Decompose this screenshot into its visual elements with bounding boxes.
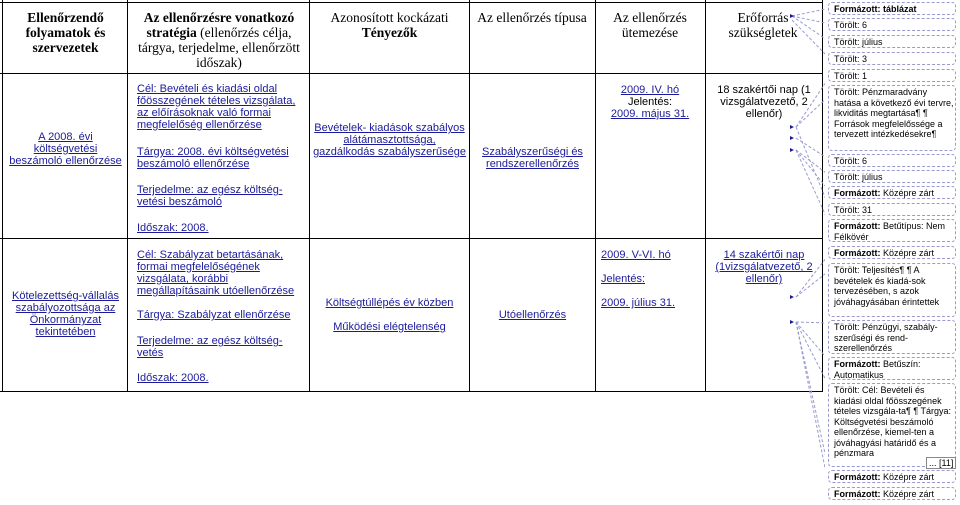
row2-process: Kötelezettség-vállalás szabályozottsága az Önkormányzat tekintetében [11,290,119,338]
row1-period: Időszak: 2008. [137,222,209,234]
row1-subject: Tárgya: 2008. évi költségvetési beszámoló ellenőrzése [137,146,289,170]
row2-goal: Cél: Szabályzat betartásának, formai megfelelőségének vizsgálata, korábbi megállapításaink utóellenőrzése [137,249,295,297]
comment-balloon[interactable]: Formázott: táblázat [834,4,917,14]
row2-scope: Terjedelme: az egész költség-vetés [137,335,283,359]
comment-balloon[interactable]: Törölt: 3 [834,54,868,64]
row1-goal: Cél: Bevételi és kiadási oldal főösszegének tételes vizsgálata, az előírásoknak való formai megfelelőség ellenőrzése [137,83,296,131]
comment-balloon[interactable]: Törölt: július [834,172,883,182]
comment-balloon[interactable]: Formázott: Középre zárt [834,489,935,499]
comment-balloon[interactable]: Törölt: július [834,37,883,47]
comment-balloon[interactable]: Formázott: Betűszín: Automatikus [834,359,921,380]
header-resources: Erőforrás szükségletek [728,10,798,40]
comment-balloon[interactable]: Törölt: Teljesítés¶ ¶ A bevételek és kiadá-sok tervezésében, s azok jóváhagyásában érintettek [834,265,940,307]
comment-balloon[interactable]: Törölt: 31 [834,205,873,215]
row1-scope: Terjedelme: az egész költség-vetési beszámoló [137,184,283,208]
comment-balloon[interactable]: Törölt: 1 [834,71,868,81]
row1-process: A 2008. évi költségvetési beszámoló ellenőrzése [9,131,122,167]
row2-audit-type: Utóellenőrzés [498,309,567,321]
comment-balloon[interactable]: Formázott: Középre zárt [834,472,935,482]
comment-balloon[interactable]: Formázott: Középre zárt [834,248,935,258]
comment-balloon[interactable]: Törölt: Cél: Bevételi és kiadási oldal főösszegének tételes vizsgála-ta¶ ¶ Tárgya: Költségvetési beszámoló ellenőrzése, kiemel-ten a jóváhagyási határidő és a pénzmara [834,385,952,458]
header-strategy: Az ellenőrzésre vonatkozó stratégia (ellenőrzés célja, tárgya, terjedelme, ellenőrzött időszak) [138,10,300,70]
comment-balloon[interactable]: Törölt: 6 [834,156,868,166]
row2-risk-2: Működési elégtelenség [333,321,446,333]
row2-subject: Tárgya: Szabályzat ellenőrzése [137,309,291,321]
comment-balloon[interactable]: Formázott: Betűtípus: Nem Félkövér [834,221,946,242]
header-schedule: Az ellenőrzés ütemezése [613,10,687,40]
header-processes: Ellenőrzendő folyamatok és szervezetek [25,10,106,55]
header-risk-factors: Azonosított kockázati Tényezők [330,10,449,40]
row1-schedule: 2009. IV. hó Jelentés: 2009. május 31. [610,84,690,120]
comment-balloon[interactable]: Törölt: Pénzügyi, szabály-szerűségi és rend-szerellenőrzés [834,322,938,353]
row2-resources: 14 szakértői nap (1vizsgálatvezető, 2 ellenőr) [715,249,813,285]
row2-risk-1: Költségtúllépés év közben [325,297,454,309]
comment-balloon[interactable]: Törölt: Pénzmaradvány hatása a következő évi tervre, likviditás megtartása¶ ¶ Források megfelelőssége a tervezett intézkedésekre¶ [834,87,954,139]
comment-balloon[interactable]: Formázott: Középre zárt [834,188,935,198]
comment-balloon[interactable]: Törölt: 6 [834,20,868,30]
row2-schedule: 2009. V-VI. hó Jelentés: 2009. július 31. [601,249,675,309]
more-comments-marker[interactable]: ... [11] [926,457,956,469]
row1-risk: Bevételek- kiadások szabályos alátámasztottsága, gazdálkodás szabályszerűsége [313,122,466,158]
row1-audit-type: Szabályszerűségi és rendszerellenőrzés [482,146,583,170]
row1-resources: 18 szakértői nap (1 vizsgálatvezető, 2 ellenőr) [717,84,811,120]
row2-period: Időszak: 2008. [137,372,209,384]
header-audit-type: Az ellenőrzés típusa [477,10,587,25]
